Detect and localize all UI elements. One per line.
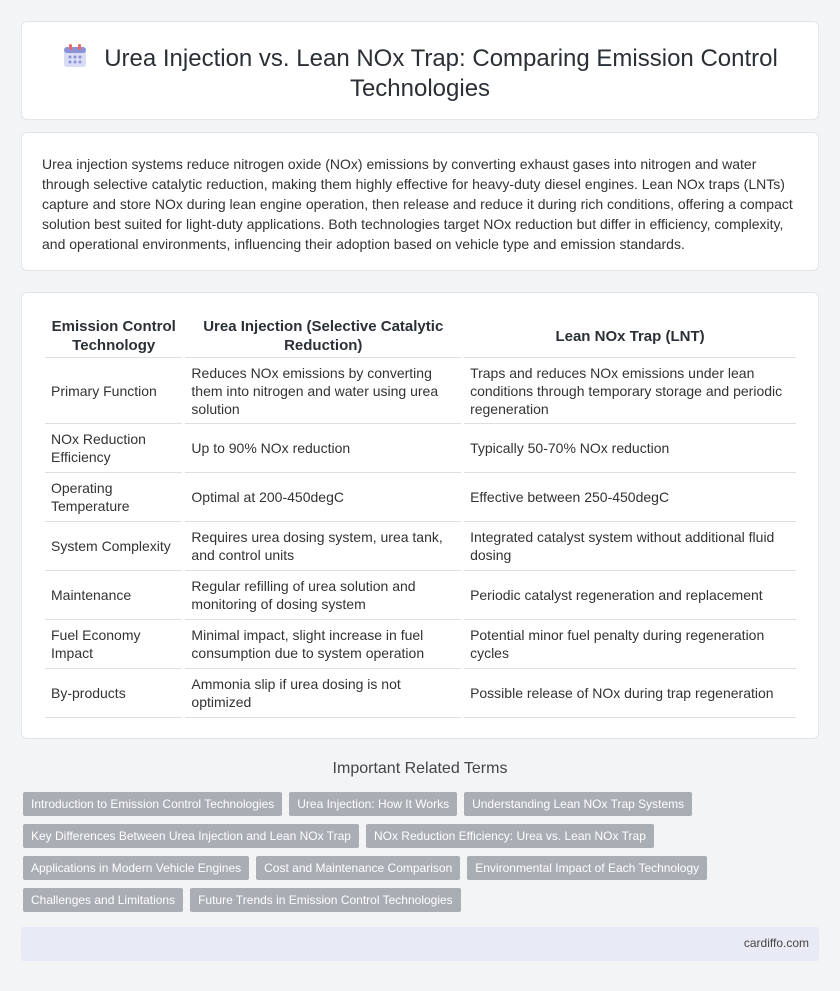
- row-label: NOx Reduction Efficiency: [45, 424, 182, 473]
- table-row: [45, 620, 796, 669]
- table-row: [45, 424, 796, 473]
- table-header-row: [45, 315, 796, 358]
- row-label: Maintenance: [45, 571, 182, 620]
- page-title: Urea Injection vs. Lean NOx Trap: Comparing Emission Control Technologies: [104, 45, 778, 102]
- related-terms-heading: Important Related Terms: [332, 760, 508, 777]
- related-term-link[interactable]: Urea Injection: How It Works: [289, 792, 457, 816]
- related-term-link[interactable]: Future Trends in Emission Control Technologies: [190, 888, 461, 912]
- related-terms-list: [23, 792, 723, 920]
- urea-cell: Requires urea dosing system, urea tank, and control units: [185, 522, 461, 571]
- urea-cell: Minimal impact, slight increase in fuel consumption due to system operation: [185, 620, 461, 669]
- row-label: Primary Function: [45, 358, 182, 424]
- comparison-table: [42, 315, 799, 718]
- related-term-link[interactable]: Challenges and Limitations: [23, 888, 183, 912]
- related-term-link[interactable]: Understanding Lean NOx Trap Systems: [464, 792, 692, 816]
- related-term-link[interactable]: Introduction to Emission Control Technologies: [23, 792, 282, 816]
- header-urea-injection: Urea Injection (Selective Catalytic Reduction): [185, 315, 461, 358]
- comparison-table-card: [21, 292, 819, 739]
- intro-paragraph: Urea injection systems reduce nitrogen oxide (NOx) emissions by converting exhaust gases into nitrogen and water through selective catalytic reduction, making them highly effective for heavy-duty diesel engines. Lean NOx traps (LNTs) capture and store NOx during lean engine operation, then release and reduce it during rich conditions, offering a compact solution best suited for light-duty applications. Both technologies target NOx reduction but differ in efficiency, complexity, and operational environments, influencing their adoption based on vehicle type and emission standards.: [42, 156, 793, 252]
- header-lean-nox-trap: Lean NOx Trap (LNT): [464, 315, 796, 358]
- table-row: [45, 571, 796, 620]
- table-row: [45, 669, 796, 718]
- urea-cell: Optimal at 200-450degC: [185, 473, 461, 522]
- row-label: By-products: [45, 669, 182, 718]
- header-technology: Emission Control Technology: [45, 315, 182, 358]
- tag-row: [23, 856, 723, 880]
- page-title-wrap: [62, 43, 778, 104]
- tag-row: [23, 888, 723, 912]
- tag-row: [23, 824, 723, 848]
- lnt-cell: Possible release of NOx during trap regeneration: [464, 669, 796, 718]
- lnt-cell: Integrated catalyst system without additional fluid dosing: [464, 522, 796, 571]
- row-label: Fuel Economy Impact: [45, 620, 182, 669]
- row-label: System Complexity: [45, 522, 182, 571]
- lnt-cell: Periodic catalyst regeneration and replacement: [464, 571, 796, 620]
- site-name[interactable]: cardiffo.com: [743, 936, 809, 950]
- related-term-link[interactable]: Key Differences Between Urea Injection and Lean NOx Trap: [23, 824, 359, 848]
- urea-cell: Reduces NOx emissions by converting them into nitrogen and water using urea solution: [185, 358, 461, 424]
- related-term-link[interactable]: Environmental Impact of Each Technology: [467, 856, 707, 880]
- related-term-link[interactable]: NOx Reduction Efficiency: Urea vs. Lean NOx Trap: [366, 824, 654, 848]
- title-card: [21, 21, 819, 120]
- tag-row: [23, 792, 723, 816]
- row-label: Operating Temperature: [45, 473, 182, 522]
- related-term-link[interactable]: Cost and Maintenance Comparison: [256, 856, 460, 880]
- lnt-cell: Effective between 250-450degC: [464, 473, 796, 522]
- urea-cell: Up to 90% NOx reduction: [185, 424, 461, 473]
- table-row: [45, 358, 796, 424]
- table-row: [45, 522, 796, 571]
- footer: [21, 927, 819, 961]
- related-term-link[interactable]: Applications in Modern Vehicle Engines: [23, 856, 249, 880]
- urea-cell: Regular refilling of urea solution and monitoring of dosing system: [185, 571, 461, 620]
- urea-cell: Ammonia slip if urea dosing is not optimized: [185, 669, 461, 718]
- lnt-cell: Typically 50-70% NOx reduction: [464, 424, 796, 473]
- calendar-icon: [62, 43, 88, 69]
- lnt-cell: Potential minor fuel penalty during regeneration cycles: [464, 620, 796, 669]
- table-row: [45, 473, 796, 522]
- intro-card: [21, 132, 819, 271]
- lnt-cell: Traps and reduces NOx emissions under lean conditions through temporary storage and periodic regeneration: [464, 358, 796, 424]
